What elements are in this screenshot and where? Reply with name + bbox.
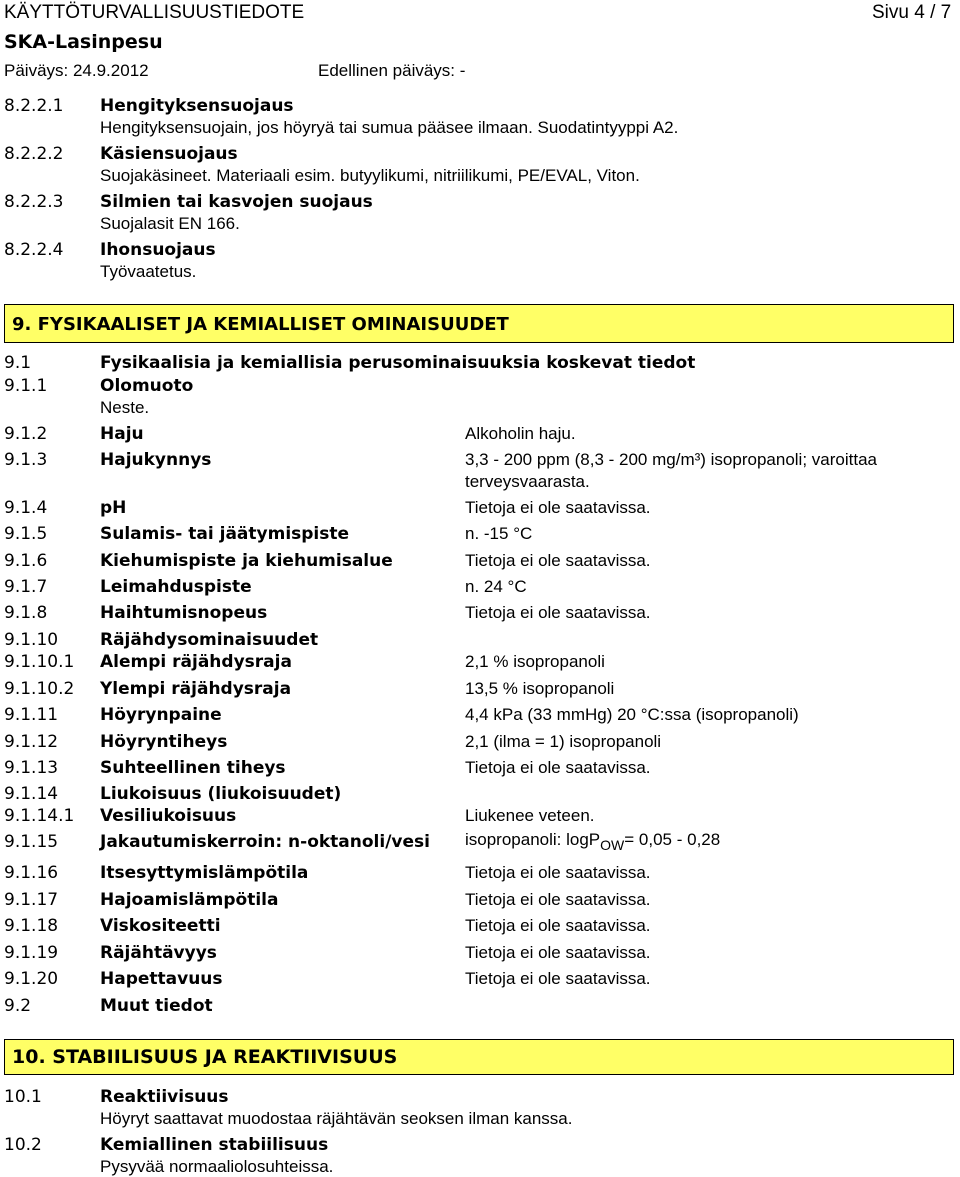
property-label: Haju xyxy=(100,424,144,444)
property-value: 13,5 % isopropanoli xyxy=(465,679,615,698)
property-value: Tietoja ei ole saatavissa. xyxy=(465,758,651,777)
property-number: 9.1.19 xyxy=(4,943,59,963)
logp-value: isopropanoli: logP$_{OW}$= 0,05 - 0,28 xyxy=(465,830,721,853)
property-label: Höyryntiheys xyxy=(100,732,228,752)
item-label: Kemiallinen stabiilisuus xyxy=(100,1135,329,1155)
item-text: Suojalasit EN 166. xyxy=(100,214,240,233)
item-text: Hengityksensuojain, jos höyryä tai sumua pääsee ilmaan. Suodatintyyppi A2. xyxy=(100,118,679,137)
item-number: 10.1 xyxy=(4,1087,42,1107)
property-number: 9.1.20 xyxy=(4,969,59,989)
property-label: Suhteellinen tiheys xyxy=(100,758,286,778)
property-number: 9.1.6 xyxy=(4,551,48,571)
subsection-number: 9.1 xyxy=(4,353,32,373)
section-title: 9. FYSIKAALISET JA KEMIALLISET OMINAISUUDET xyxy=(12,314,509,335)
item-number: 8.2.2.2 xyxy=(4,144,64,164)
property-label: Olomuoto xyxy=(100,376,194,396)
property-value: 3,3 - 200 ppm (8,3 - 200 mg/m³) isopropanoli; varoittaa xyxy=(465,450,877,469)
property-number: 9.1.10 xyxy=(4,630,59,650)
property-label: Hajoamislämpötila xyxy=(100,890,279,910)
property-number: 9.1.10.2 xyxy=(4,679,75,699)
product-name: SKA-Lasinpesu xyxy=(4,31,163,53)
page-number: Sivu 4 / 7 xyxy=(872,2,952,23)
property-label: Jakautumiskerroin: n-oktanoli/vesi xyxy=(100,832,430,852)
property-value: Alkoholin haju. xyxy=(465,424,576,443)
property-label: Liukoisuus (liukoisuudet) xyxy=(100,784,342,804)
section-9-header xyxy=(4,304,954,343)
property-label: Leimahduspiste xyxy=(100,577,252,597)
item-label: Silmien tai kasvojen suojaus xyxy=(100,192,373,212)
property-label: Muut tiedot xyxy=(100,996,213,1016)
property-label: Vesiliukoisuus xyxy=(100,806,237,826)
property-value: Neste. xyxy=(100,398,150,417)
property-label: Hapettavuus xyxy=(100,969,223,989)
property-number: 9.1.15 xyxy=(4,832,59,852)
property-value-cont: terveysvaarasta. xyxy=(465,472,590,491)
item-label: Ihonsuojaus xyxy=(100,240,216,260)
section-10-header xyxy=(4,1039,954,1075)
subsection-title: Fysikaalisia ja kemiallisia perusominaisuuksia koskevat tiedot xyxy=(100,353,696,373)
property-number: 9.1.10.1 xyxy=(4,652,75,672)
item-number: 8.2.2.4 xyxy=(4,240,64,260)
property-label: Ylempi räjähdysraja xyxy=(100,679,292,699)
property-value: Tietoja ei ole saatavissa. xyxy=(465,916,651,935)
property-number: 9.1.5 xyxy=(4,524,48,544)
property-number: 9.1.7 xyxy=(4,577,48,597)
property-number: 9.1.14.1 xyxy=(4,806,75,826)
property-value: 2,1 (ilma = 1) isopropanoli xyxy=(465,732,662,751)
property-label: Räjähdysominaisuudet xyxy=(100,630,319,650)
item-number: 10.2 xyxy=(4,1135,42,1155)
item-number: 8.2.2.3 xyxy=(4,192,64,212)
property-number: 9.1.16 xyxy=(4,863,59,883)
item-number: 8.2.2.1 xyxy=(4,96,64,116)
property-number: 9.1.14 xyxy=(4,784,59,804)
item-text: Suojakäsineet. Materiaali esim. butyylikumi, nitriilikumi, PE/EVAL, Viton. xyxy=(100,166,640,185)
property-value: Tietoja ei ole saatavissa. xyxy=(465,498,651,517)
property-label: pH xyxy=(100,498,127,518)
property-number: 9.1.17 xyxy=(4,890,59,910)
property-value: Tietoja ei ole saatavissa. xyxy=(465,943,651,962)
property-number: 9.1.18 xyxy=(4,916,59,936)
property-number: 9.1.8 xyxy=(4,603,48,623)
property-number: 9.1.4 xyxy=(4,498,48,518)
property-number: 9.1.2 xyxy=(4,424,48,444)
property-label: Viskositeetti xyxy=(100,916,221,936)
item-text: Pysyvää normaaliolosuhteissa. xyxy=(100,1157,334,1176)
property-label: Höyrynpaine xyxy=(100,705,222,725)
previous-date: Edellinen päiväys: - xyxy=(318,61,466,80)
property-label: Alempi räjähdysraja xyxy=(100,652,292,672)
property-value: Tietoja ei ole saatavissa. xyxy=(465,969,651,988)
item-text: Työvaatetus. xyxy=(100,262,197,281)
item-text: Höyryt saattavat muodostaa räjähtävän seoksen ilman kanssa. xyxy=(100,1109,573,1128)
item-label: Reaktiivisuus xyxy=(100,1087,229,1107)
property-value: Tietoja ei ole saatavissa. xyxy=(465,551,651,570)
property-label: Hajukynnys xyxy=(100,450,212,470)
property-label: Räjähtävyys xyxy=(100,943,217,963)
property-value: Tietoja ei ole saatavissa. xyxy=(465,863,651,882)
property-number: 9.1.12 xyxy=(4,732,59,752)
property-number: 9.1.1 xyxy=(4,376,48,396)
property-number: 9.1.3 xyxy=(4,450,48,470)
property-number: 9.1.13 xyxy=(4,758,59,778)
property-label: Itsesyttymislämpötila xyxy=(100,863,309,883)
property-number: 9.1.11 xyxy=(4,705,59,725)
document-title: KÄYTTÖTURVALLISUUSTIEDOTE xyxy=(4,2,305,23)
property-label: Kiehumispiste ja kiehumisalue xyxy=(100,551,393,571)
property-value: Tietoja ei ole saatavissa. xyxy=(465,603,651,622)
property-value: 4,4 kPa (33 mmHg) 20 °C:ssa (isopropanoli) xyxy=(465,705,799,724)
property-value: n. 24 °C xyxy=(465,577,527,596)
item-label: Hengityksensuojaus xyxy=(100,96,294,116)
item-label: Käsiensuojaus xyxy=(100,144,238,164)
property-value: Tietoja ei ole saatavissa. xyxy=(465,890,651,909)
property-value: 2,1 % isopropanoli xyxy=(465,652,605,671)
property-value: n. -15 °C xyxy=(465,524,533,543)
property-value: Liukenee veteen. xyxy=(465,806,595,825)
issue-date: Päiväys: 24.9.2012 xyxy=(4,61,149,80)
property-label: Sulamis- tai jäätymispiste xyxy=(100,524,350,544)
property-label: Haihtumisnopeus xyxy=(100,603,268,623)
property-number: 9.2 xyxy=(4,996,32,1016)
section-title: 10. STABIILISUUS JA REAKTIIVISUUS xyxy=(12,1046,398,1068)
